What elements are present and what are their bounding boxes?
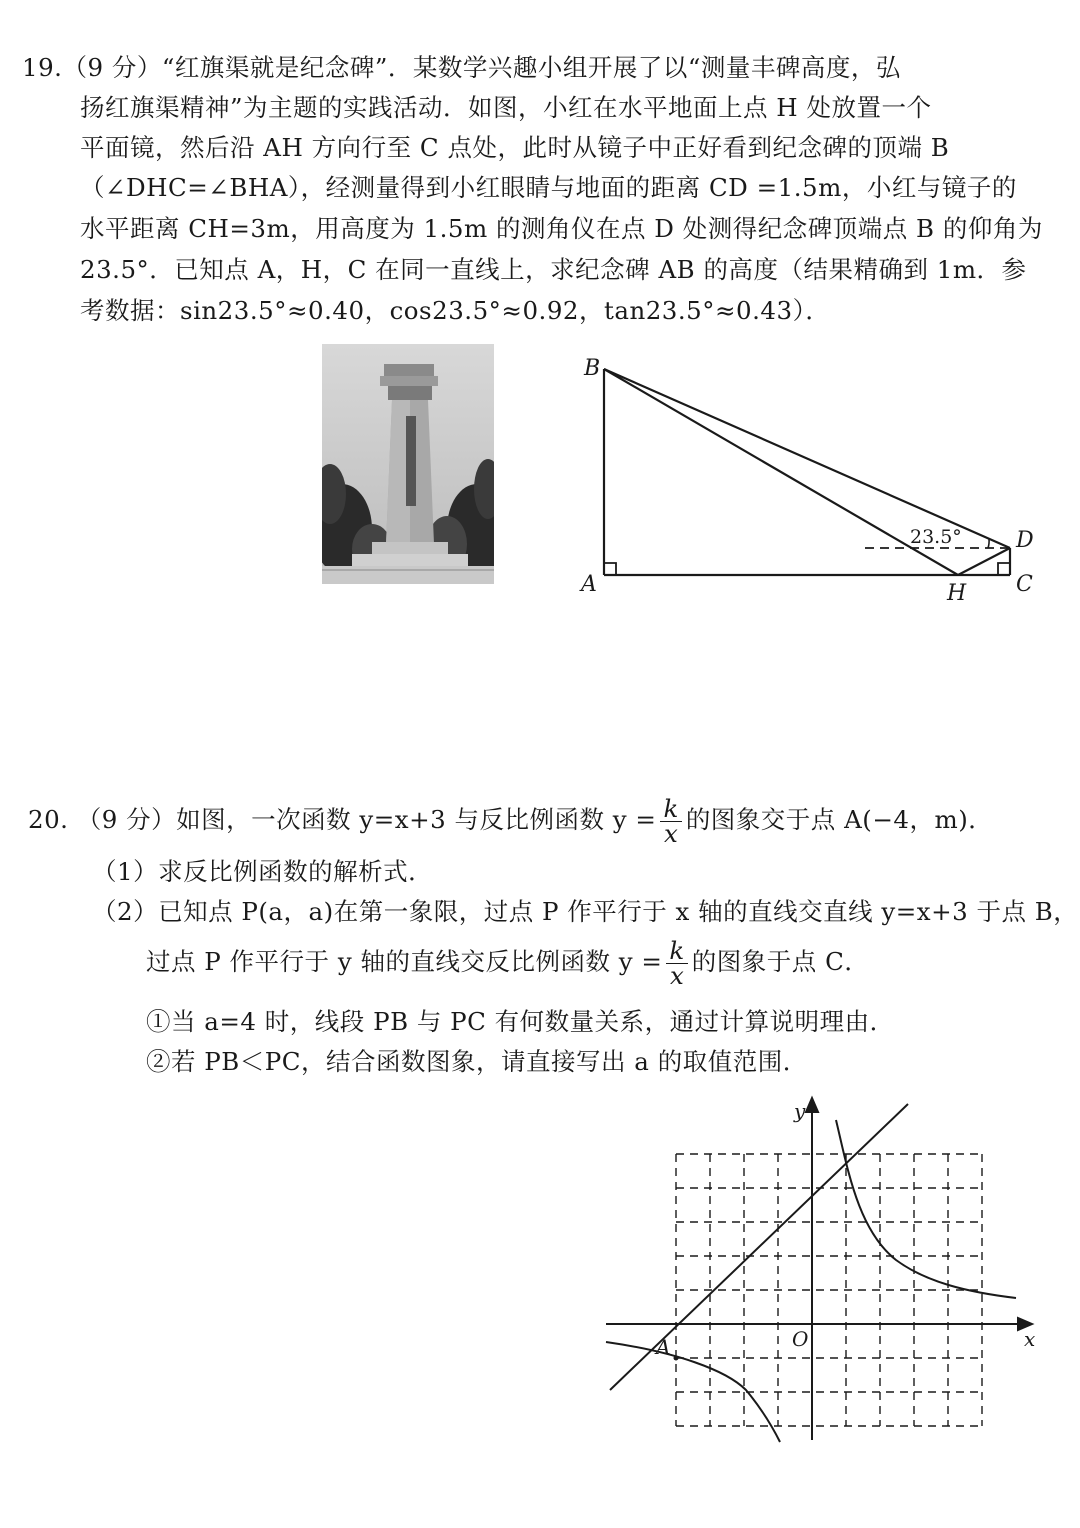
fraction-denominator: x bbox=[663, 819, 679, 848]
label-a: A bbox=[581, 572, 597, 597]
monument-photo bbox=[322, 344, 494, 584]
origin-label: O bbox=[792, 1327, 809, 1351]
function-graph bbox=[596, 1090, 1046, 1450]
q19-line-2: 扬红旗渠精神”为主题的实践活动．如图，小红在水平地面上点 H 处放置一个 bbox=[80, 93, 932, 122]
q19-line-1: 19.（9 分）“红旗渠就是纪念碑”．某数学兴趣小组开展了以“测量丰碑高度，弘 bbox=[22, 53, 901, 82]
q20-part2: （2）已知点 P(a，a)在第一象限，过点 P 作平行于 x 轴的直线交直线 y=x+3 于点 B， bbox=[92, 897, 1079, 926]
fraction-numerator-2: k bbox=[666, 939, 687, 964]
q20-stem-suffix: 的图象交于点 A(−4，m)． bbox=[685, 805, 994, 834]
point-a-label: A bbox=[656, 1335, 671, 1359]
label-d: D bbox=[1016, 528, 1034, 553]
x-axis-label: x bbox=[1024, 1327, 1036, 1351]
q20-sub2: ②若 PB＜PC，结合函数图象，请直接写出 a 的取值范围． bbox=[146, 1047, 808, 1076]
q20-part2b-prefix: 过点 P 作平行于 y 轴的直线交反比例函数 y = bbox=[146, 947, 663, 976]
q20-stem bbox=[28, 792, 993, 848]
linear-function-line bbox=[610, 1104, 908, 1390]
label-c: C bbox=[1016, 572, 1033, 597]
label-b: B bbox=[584, 356, 601, 381]
q19-line-6: 23.5°．已知点 A，H，C 在同一直线上，求纪念碑 AB 的高度（结果精确到 1m．参 bbox=[80, 255, 1027, 284]
fraction-denominator-2: x bbox=[669, 961, 685, 990]
label-h: H bbox=[947, 581, 967, 606]
angle-label: 23.5° bbox=[910, 526, 962, 548]
fraction-k-over-x-2 bbox=[666, 936, 687, 990]
fraction-numerator: k bbox=[660, 797, 681, 822]
q20-sub1: ①当 a=4 时，线段 PB 与 PC 有何数量关系，通过计算说明理由． bbox=[146, 1007, 895, 1036]
y-axis-label: y bbox=[794, 1099, 806, 1123]
q19-line-5: 水平距离 CH=3m，用高度为 1.5m 的测角仪在点 D 处测得纪念碑顶端点 B 的仰角为 bbox=[80, 214, 1043, 243]
q20-part2b-suffix: 的图象于点 C． bbox=[691, 947, 870, 976]
fraction-k-over-x bbox=[660, 794, 681, 848]
q19-line-4: （∠DHC=∠BHA），经测量得到小红眼睛与地面的距离 CD =1.5m，小红与镜子的 bbox=[80, 173, 1017, 202]
q19-line-3: 平面镜，然后沿 AH 方向行至 C 点处，此时从镜子中正好看到纪念碑的顶端 B bbox=[80, 133, 950, 162]
q20-stem-prefix: 20. （9 分）如图，一次函数 y=x+3 与反比例函数 y = bbox=[28, 805, 657, 834]
q20-part2b bbox=[146, 934, 869, 990]
q20-part1: （1）求反比例函数的解析式． bbox=[92, 857, 434, 886]
q19-line-7: 考数据：sin23.5°≈0.40，cos23.5°≈0.92，tan23.5°≈0.43）． bbox=[80, 296, 831, 325]
q19-diagram bbox=[570, 345, 1050, 610]
